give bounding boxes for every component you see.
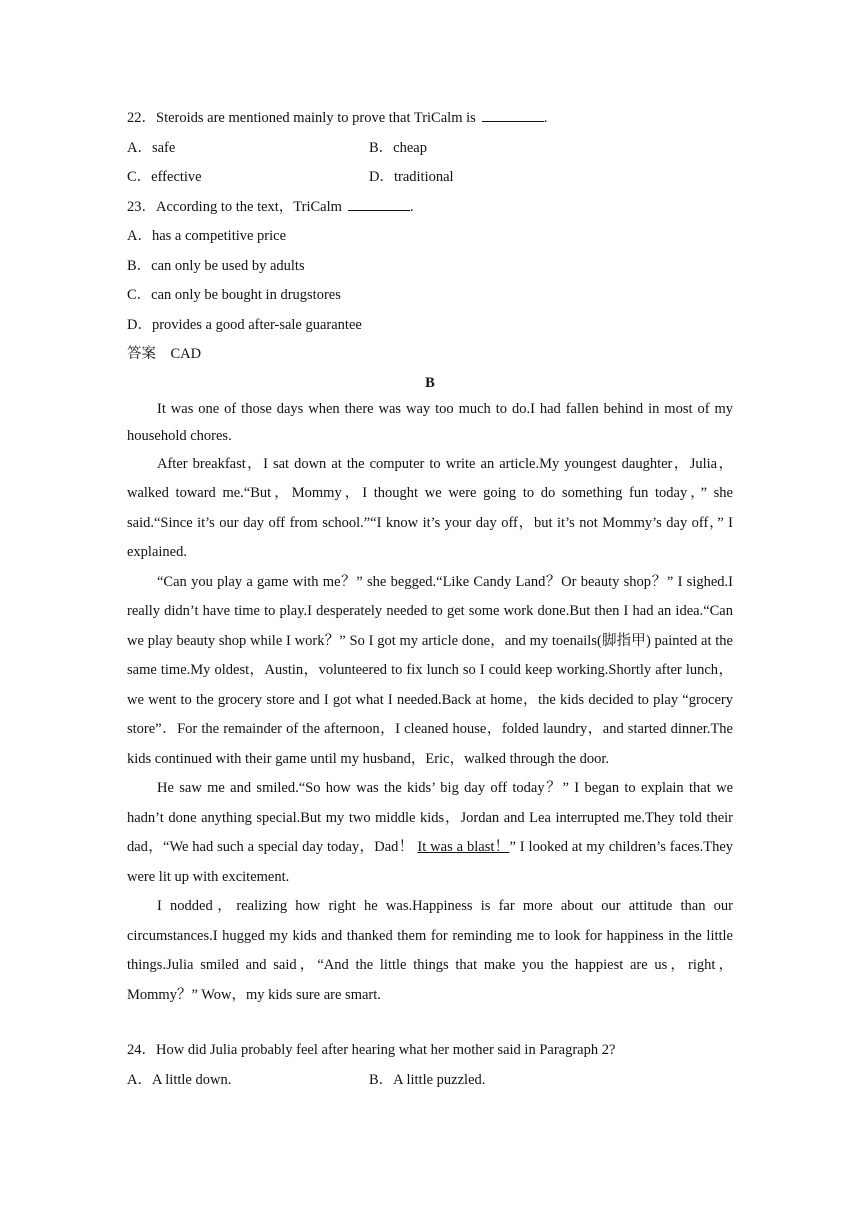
- option-c: C．can only be bought in drugstores: [127, 287, 341, 303]
- question-24-options-row-1: [127, 1066, 733, 1096]
- question-23-stem: 23．According to the text，TriCalm: [127, 198, 342, 215]
- spacer: [127, 1010, 733, 1036]
- passage-paragraph-5: I nodded，realizing how right he was.Happiness is far more about our attitude than our circumstances.I hugged my kids and thanked them for reminding me to look for happiness in the little things.Julia smiled and said，“And the little things that make you the happiest are us，right，Mommy？” Wow，my kids sure are smart.: [127, 898, 733, 1003]
- passage-paragraph-2: After breakfast，I sat down at the computer to write an article.My youngest daughter，Julia，walked toward me.“But，Mommy，I thought we were going to do something fun today，” she said.“Since it’s our day off from school.”“I know it’s your day off，but it’s not Mommy’s day off，” I explained.: [127, 455, 733, 560]
- option-a: A．has a competitive price: [127, 228, 287, 244]
- answer-key: 答案 CAD: [127, 346, 202, 362]
- question-23-end: .: [409, 198, 414, 215]
- underlined-phrase: It was a blast！: [417, 839, 510, 855]
- option-d: D．traditional: [369, 169, 454, 185]
- option-b: B．A little puzzled.: [369, 1071, 486, 1088]
- question-22-options-row-1: [127, 134, 733, 164]
- option-b: B．can only be used by adults: [127, 257, 305, 274]
- question-24: 24．How did Julia probably feel after hearing what her mother said in Paragraph 2?: [127, 1042, 616, 1058]
- option-c: C．effective: [127, 169, 202, 185]
- question-22-stem: 22．Steroids are mentioned mainly to prove that TriCalm is: [127, 110, 476, 126]
- option-b: B．cheap: [369, 139, 427, 156]
- passage-paragraph-1: It was one of those days when there was way too much to do.I had fallen behind in most of my household chores.: [127, 400, 733, 444]
- passage-title: B: [425, 374, 435, 391]
- passage-paragraph-3: “Can you play a game with me？” she begged.“Like Candy Land？Or beauty shop？” I sighed.I really didn’t have time to play.I desperately needed to get some work done.But then I had an idea.“Can we play beauty shop while I work？” So I got my article done，and my toenails(脚指甲) painted at the same time.My oldest，Austin，volunteered to fix lunch so I could keep working.Shortly after lunch，we went to the grocery store and I got what I needed.Back at home，the kids decided to play “grocery store”．For the remainder of the afternoon，I cleaned house，folded laundry，and started dinner.The kids continued with their game until my husband，Eric，walked through the door.: [127, 573, 733, 767]
- paragraph-4-text-before: He saw me and smiled.“So how was the kids’ big day off today？” I began to explain that we hadn’t done anything special.But my two middle kids，Jordan and Lea interrupted me.They told their dad，“We had such a special day today，Dad！: [127, 780, 733, 855]
- answer-blank: [482, 109, 544, 122]
- question-22-end: .: [543, 110, 548, 126]
- question-22-options-row-2: [127, 163, 733, 193]
- option-a: A．safe: [127, 139, 176, 156]
- paragraph-4-text-after: ” I looked at my children’s faces.They were lit up with excitement.: [127, 839, 733, 885]
- question-22: [127, 104, 733, 134]
- document-content: [127, 104, 733, 1095]
- option-a: A．A little down.: [127, 1071, 232, 1088]
- answer-blank: [348, 198, 410, 211]
- option-d: D．provides a good after-sale guarantee: [127, 316, 362, 333]
- passage-paragraph-4: [127, 774, 733, 892]
- question-23: [127, 193, 733, 223]
